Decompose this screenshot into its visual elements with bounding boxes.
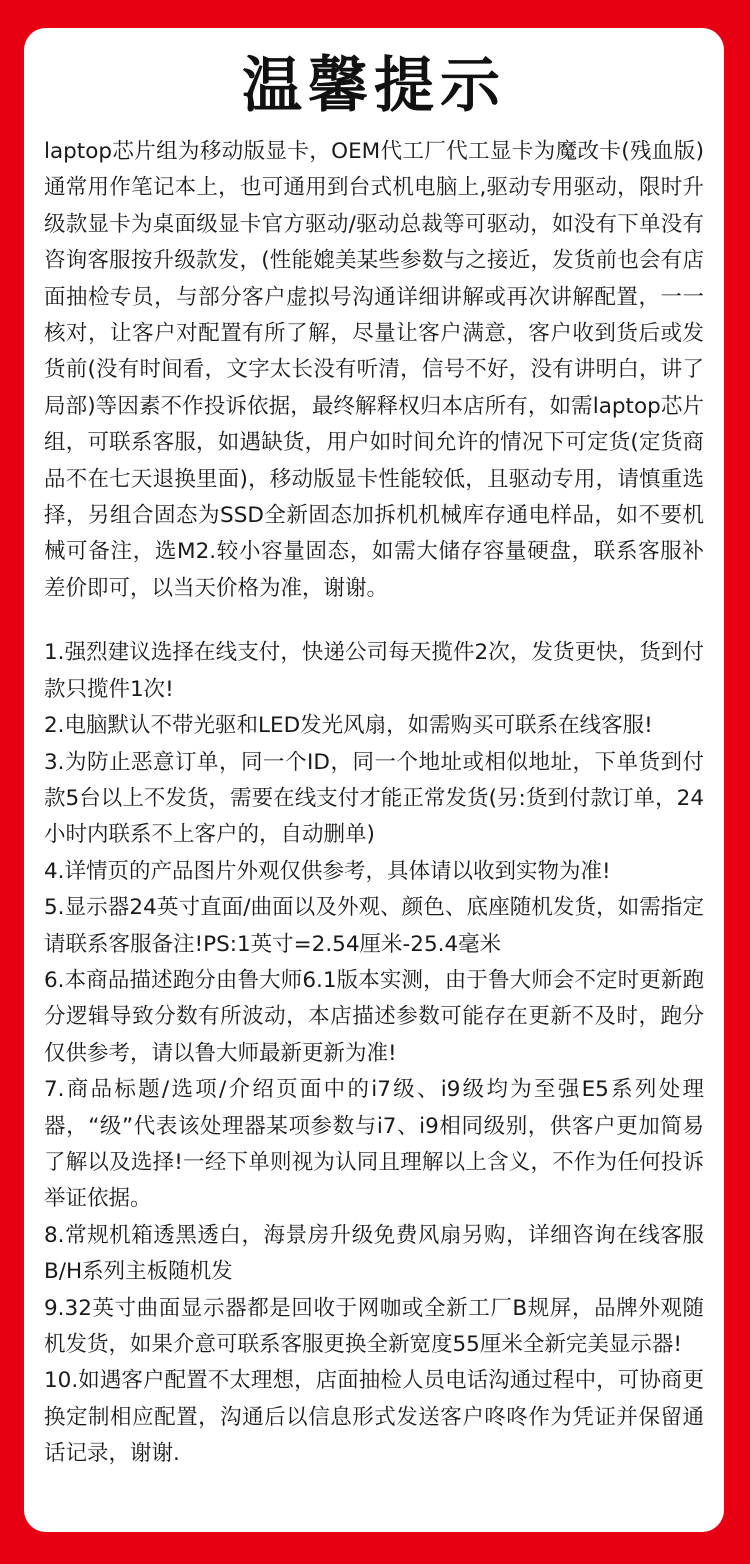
intro-paragraph: laptop芯片组为移动版显卡，OEM代工厂代工显卡为魔改卡(残血版)通常用作笔记本上，也可通用到台式机电脑上,驱动专用驱动，限时升级款显卡为桌面级显卡官方驱动/驱动总裁等可驱动，如没有下单没有咨询客服按升级款发，(性能媲美某些参数与之接近，发货前也会有店面抽检专员，与部分客户虚拟号沟通详细讲解或再次讲解配置，一一核对，让客户对配置有所了解，尽量让客户满意，客户收到货后或发货前(没有时间看，文字太长没有听清，信号不好，没有讲明白，讲了局部)等因素不作投诉依据，最终解释权归本店所有，如需laptop芯片组，可联系客服，如遇缺货，用户如时间允许的情况下可定货(定货商品不在七天退换里面)，移动版显卡性能较低，且驱动专用，请慎重选择，另组合固态为SSD全新固态加拆机机械库存通电样品，如不要机械可备注，选M2.较小容量固态，如需大储存容量硬盘，联系客服补差价即可，以当天价格为准，谢谢。 [44,139,704,601]
note-item: 6.本商品描述跑分由鲁大师6.1版本实测，由于鲁大师会不定时更新跑分逻辑导致分数有所波动，本店描述参数可能存在更新不及时，跑分仅供参考，请以鲁大师最新更新为准! [44,967,704,1066]
note-item: 5.显示器24英寸直面/曲面以及外观、颜色、底座随机发货，如需指定请联系客服备注!PS:1英寸=2.54厘米-25.4毫米 [44,895,704,957]
note-item: 2.电脑默认不带光驱和LED发光风扇，如需购买可联系在线客服! [44,713,653,739]
note-item: 10.如遇客户配置不太理想，店面抽检人员电话沟通过程中，可协商更换定制相应配置，沟通后以信息形式发送客户咚咚作为凭证并保留通话记录，谢谢. [44,1368,704,1467]
notes-list [44,635,704,1472]
note-item: 7.商品标题/选项/介绍页面中的i7级、i9级均为至强E5系列处理器，“级”代表该处理器某项参数与i7、i9相同级别，供客户更加简易了解以及选择!一经下单则视为认同且理解以上含义，不作为任何投诉举证依据。 [44,1077,704,1212]
notice-card [24,28,724,1532]
page-title: 温馨提示 [242,51,506,121]
note-item: 3.为防止恶意订单，同一个ID，同一个地址或相似地址，下单货到付款5台以上不发货，需要在线支付才能正常发货(另:货到付款订单，24小时内联系不上客户的，自动删单) [44,749,704,848]
note-item: 8.常规机箱透黑透白，海景房升级免费风扇另购，详细咨询在线客服B/H系列主板随机发 [44,1222,704,1285]
note-item: 9.32英寸曲面显示器都是回收于网咖或全新工厂B规屏，品牌外观随机发货，如果介意可联系客服更换全新宽度55厘米全新完美显示器! [44,1295,704,1357]
note-item: 4.详情页的产品图片外观仅供参考，具体请以收到实物为准! [44,858,611,884]
note-item: 1.强烈建议选择在线支付，快递公司每天揽件2次，发货更快，货到付款只揽件1次! [44,640,704,702]
